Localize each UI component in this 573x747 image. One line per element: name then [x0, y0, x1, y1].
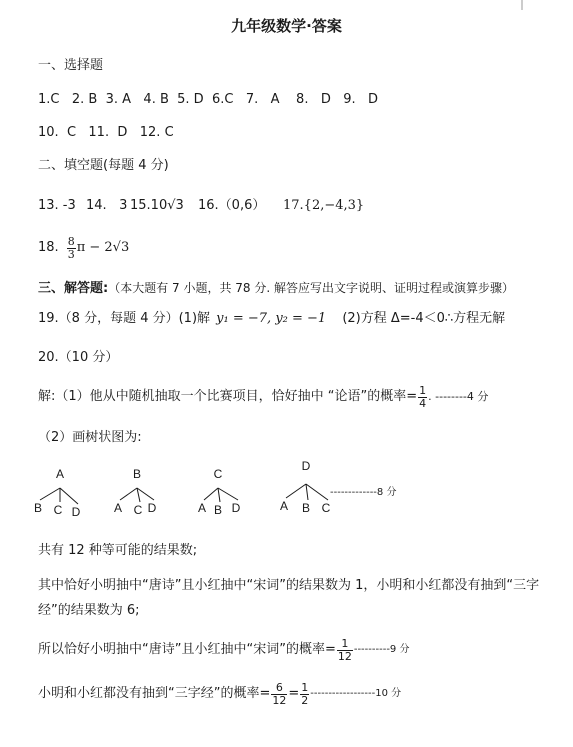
answers-row-1: 1.C 2. B 3. A 4. B 5. D 6.C 7. A 8. D 9. D: [38, 92, 379, 107]
tree-leaf-label: A: [197, 501, 207, 515]
equals-sign: =: [288, 686, 300, 701]
answer-19-math: y₁ = −7, y₂ = −1: [216, 311, 327, 326]
fraction-denominator: 12: [272, 693, 287, 707]
section-3-heading: [38, 280, 514, 297]
tree-leaf-label: A: [279, 499, 289, 513]
answer-20-probability-2: [38, 678, 401, 710]
tree-root-label: C: [213, 467, 223, 481]
tree-leaf-label: C: [133, 503, 143, 517]
answer-13: 13. -3: [38, 198, 76, 213]
tree-leaf-label: C: [321, 501, 330, 515]
answer-18: [38, 233, 129, 263]
section-1-heading: 一、选择题: [38, 58, 104, 73]
tree-leaf-label: B: [301, 501, 311, 515]
probability-1-fraction: [337, 638, 353, 663]
crop-mark-right-icon: [520, 0, 530, 10]
answer-20-total-outcomes: 共有 12 种等可能的结果数;: [38, 543, 198, 558]
probability-2-score: ------------------10 分: [310, 688, 402, 699]
tree-leaf-label: A: [113, 501, 123, 515]
fraction-numerator: 6: [271, 682, 287, 695]
tree-leaf-label: B: [33, 501, 43, 515]
probability-1-score: ----------9 分: [353, 644, 410, 655]
probability-1-text: 所以恰好小明抽中“唐诗”且小红抽中“宋词”的概率=: [38, 642, 336, 657]
tree-branch: [306, 484, 328, 500]
answer-20-probability-1: [38, 634, 409, 666]
answer-20-part-2-heading: （2）画树状图为:: [38, 430, 142, 445]
fraction-numerator: 1: [337, 638, 353, 651]
section-2-heading: 二、填空题(每题 4 分): [38, 158, 169, 173]
tree-leaf-label: B: [213, 503, 223, 517]
answer-20-part-1-score: . --------4 分: [428, 390, 489, 403]
answer-18-denominator: 3: [67, 247, 75, 261]
answer-20-line-2: 经”的结果数为 6;: [38, 603, 140, 618]
section-3-heading-rest: （本大题有 7 小题，共 78 分. 解答应写出文字说明、证明过程或演算步骤）: [108, 281, 514, 295]
tree-score: -------------8 分: [330, 487, 397, 498]
question-20-heading: 20.（10 分）: [38, 350, 119, 365]
section-3-heading-bold: 三、解答题:: [38, 281, 109, 296]
answer-18-fraction: [67, 236, 76, 261]
answer-19: [38, 311, 505, 327]
tree-branch: [218, 488, 238, 500]
tree-root-label: B: [132, 467, 142, 481]
probability-2-fraction-2: [300, 682, 309, 707]
crop-mark-left-icon: [26, 0, 36, 10]
tree-branch: [60, 488, 78, 504]
answer-15: 15.10√3: [130, 198, 184, 213]
tree-root-label: A: [55, 467, 65, 481]
answer-20-part-1-fraction: [418, 385, 427, 410]
answer-20-part-1: [38, 382, 488, 412]
tree-branch: [218, 488, 220, 502]
fraction-denominator: 12: [337, 649, 352, 663]
answer-18-numerator: 8: [67, 234, 75, 248]
tree-branch: [40, 488, 60, 500]
tree-branch: [306, 484, 308, 500]
tree-leaf-label: D: [231, 501, 241, 515]
answers-row-2: 10. C 11. D 12. C: [38, 125, 174, 140]
page-title: 九年级数学·答案: [231, 17, 342, 35]
probability-2-text: 小明和小红都没有抽到“三字经”的概率=: [38, 686, 271, 701]
fraction-numerator: 1: [301, 680, 309, 694]
fraction-denominator: 4: [419, 396, 427, 410]
answer-18-label: 18.: [38, 240, 59, 255]
answer-19-part-a: 19.（8 分，每题 4 分）(1)解: [38, 311, 211, 326]
tree-diagrams: [30, 460, 330, 524]
answer-16: 16.（0,6）: [198, 198, 266, 213]
tree-leaf-label: D: [147, 501, 157, 515]
tree-leaf-label: C: [53, 503, 63, 517]
answer-18-rest: π − 2√3: [76, 240, 130, 255]
tree-branch: [120, 488, 137, 500]
fraction-denominator: 2: [301, 693, 309, 707]
answer-20-line-1: 其中恰好小明抽中“唐诗”且小红抽中“宋词”的结果数为 1，小明和小红都没有抽到“三字: [38, 578, 540, 593]
tree-leaf-label: D: [71, 505, 81, 519]
tree-branch: [204, 488, 218, 500]
tree-root-label: D: [301, 460, 311, 473]
tree-branch: [286, 484, 306, 498]
probability-2-fraction-1: [271, 682, 287, 707]
answer-20-part-1-text: 解:（1）他从中随机抽取一个比赛项目，恰好抽中 “论语”的概率=: [38, 389, 418, 404]
answer-14: 14. 3: [86, 198, 128, 213]
fraction-numerator: 1: [419, 383, 427, 397]
answer-17: 17.{2,−4,3}: [283, 198, 365, 213]
answer-19-part-b: (2)方程 Δ=-4＜0∴方程无解: [342, 311, 506, 326]
